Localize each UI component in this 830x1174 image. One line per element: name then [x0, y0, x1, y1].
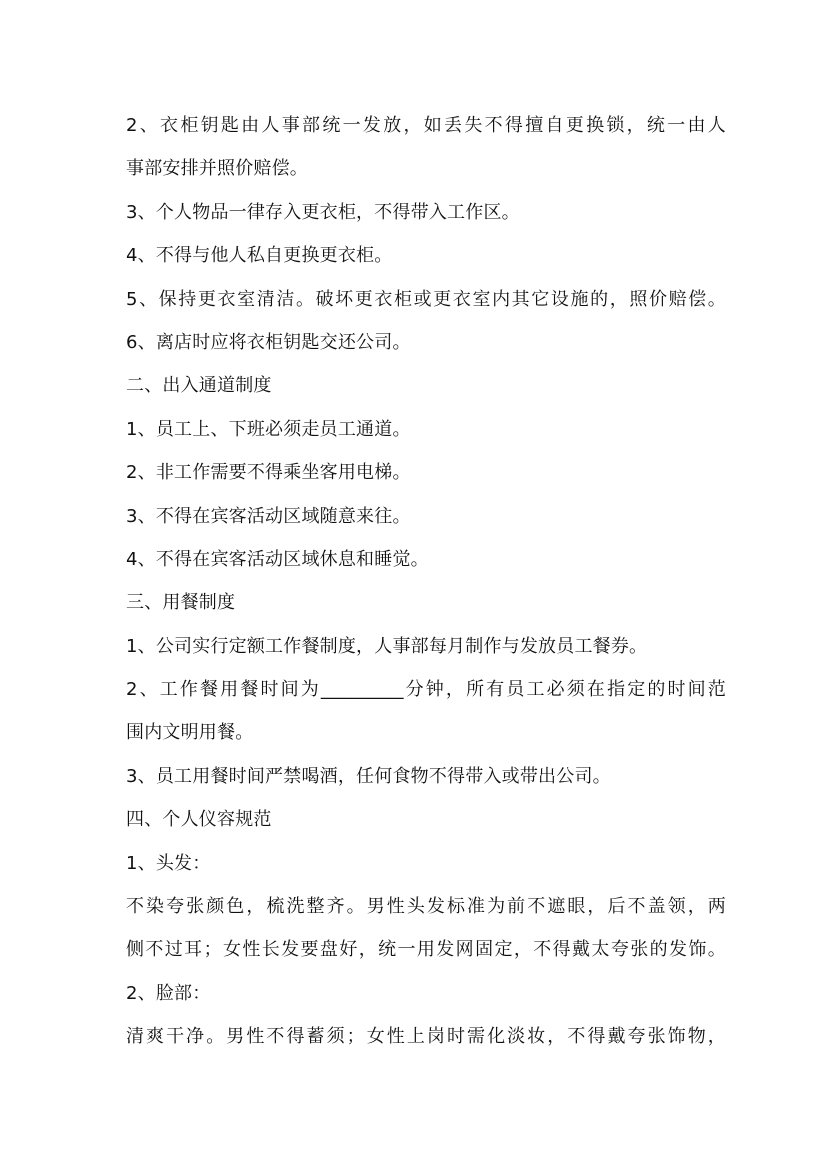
text-line: 1、员工上、下班必须走员工通道。	[126, 418, 411, 440]
text-line: 4、不得与他人私自更换更衣柜。	[126, 245, 393, 267]
section-heading: 四、个人仪容规范	[126, 809, 272, 831]
text-line: 5、保持更衣室清洁。破坏更衣柜或更衣室内其它设施的，照价赔偿。	[126, 288, 726, 310]
text-line: 3、员工用餐时间严禁喝酒，任何食物不得带入或带出公司。	[126, 765, 611, 787]
text-line: 围内文明用餐。	[126, 722, 254, 744]
text-line: 2、非工作需要不得乘坐客用电梯。	[126, 462, 411, 484]
text-line: 2、脸部：	[126, 982, 211, 1004]
text-line: 4、不得在宾客活动区域休息和睡觉。	[126, 548, 429, 570]
section-heading: 二、出入通道制度	[126, 375, 272, 397]
text-line: 3、不得在宾客活动区域随意来往。	[126, 505, 411, 527]
text-line: 3、个人物品一律存入更衣柜，不得带入工作区。	[126, 201, 520, 223]
text-line: 2、衣柜钥匙由人事部统一发放，如丢失不得擅自更换锁，统一由人	[126, 115, 726, 136]
document-body	[126, 104, 726, 1059]
text-line: 清爽干净。男性不得蓄须；女性上岗时需化淡妆，不得戴夸张饰物，	[126, 1026, 726, 1048]
text-line: 不染夸张颜色，梳洗整齐。男性头发标准为前不遮眼，后不盖领，两	[126, 896, 726, 918]
section-heading: 三、用餐制度	[126, 592, 236, 614]
text-line: 事部安排并照价赔偿。	[126, 158, 308, 180]
text-line: 侧不过耳；女性长发要盘好，统一用发网固定，不得戴太夸张的发饰。	[126, 939, 726, 961]
text-line: 1、公司实行定额工作餐制度，人事部每月制作与发放员工餐券。	[126, 635, 648, 657]
text-line: 6、离店时应将衣柜钥匙交还公司。	[126, 331, 411, 353]
text-line: 2、工作餐用餐时间为_________分钟，所有员工必须在指定的时间范	[126, 679, 726, 701]
text-line: 1、头发：	[126, 852, 211, 874]
